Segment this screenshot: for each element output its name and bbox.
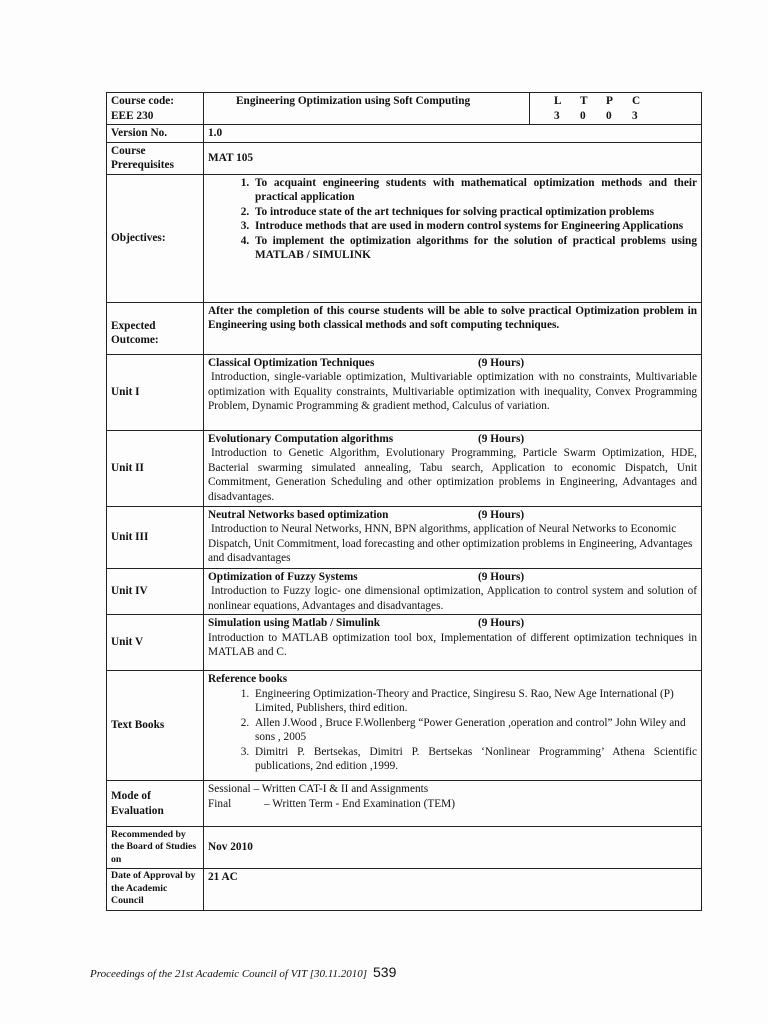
approval-value: 21 AC	[204, 869, 702, 911]
unit-cell	[204, 615, 702, 671]
unit-row	[107, 568, 702, 615]
prereq-row	[107, 142, 702, 174]
unit-heading	[208, 616, 697, 631]
ltpc-labels	[534, 94, 697, 109]
unit-cell	[204, 506, 702, 568]
evaluation-label-line1: Mode of	[111, 790, 151, 802]
outcome-label-line1: Expected	[111, 319, 156, 332]
evaluation-cell	[204, 781, 702, 827]
ltpc-value: 3	[632, 109, 638, 122]
reference-item: 2. Allen J.Wood , Bruce F.Wollenberg “Power Generation ,operation and control” John Wiley and sons , 2005	[252, 716, 697, 745]
version-value: 1.0	[204, 125, 702, 143]
approval-label: Date of Approval by the Academic Council	[107, 869, 204, 911]
ltpc-value: 3	[554, 109, 560, 122]
version-label: Version No.	[107, 125, 204, 143]
textbooks-label: Text Books	[107, 671, 204, 781]
course-code-cell	[107, 93, 204, 125]
unit-content: Introduction to Neural Networks, HNN, BPN algorithms, application of Neural Networks to Economic Dispatch, Unit Commitment, load forecasting and other optimization problems in Engineering, Advantages and disadvantages	[208, 523, 693, 564]
unit-label: Unit I	[107, 354, 204, 430]
unit-cell	[204, 568, 702, 615]
unit-cell	[204, 354, 702, 430]
unit-row	[107, 506, 702, 568]
reference-item: 1. Engineering Optimization-Theory and Practice, Singiresu S. Rao, New Age International (P) Limited, Publishers, third edition.	[252, 687, 697, 716]
textbooks-heading: Reference books	[208, 673, 288, 685]
unit-title: Neutral Networks based optimization	[208, 508, 389, 521]
unit-content: Introduction, single-variable optimization, Multivariable optimization with no constraints, Multivariable optimization with Equality constraints, Multivariable optimization with inequality, Convex Programming Problem, Dynamic Programming & gradient method, Calculus of variation.	[208, 371, 697, 412]
objectives-label: Objectives:	[107, 174, 204, 302]
evaluation-label-line2: Evaluation	[111, 804, 164, 817]
evaluation-row	[107, 781, 702, 827]
evaluation-final-value: – Written Term - End Examination (TEM)	[264, 797, 455, 810]
ltpc-cell	[530, 93, 702, 125]
prereq-value: MAT 105	[204, 142, 702, 174]
unit-label: Unit II	[107, 430, 204, 506]
ltpc-value: 0	[606, 109, 612, 122]
ltpc-label: C	[632, 95, 641, 107]
textbooks-cell	[204, 671, 702, 781]
unit-content: Introduction to Fuzzy logic- one dimensional optimization, Application to control system and solution of nonlinear equations, Advantages and disadvantages.	[208, 585, 697, 612]
unit-heading	[208, 356, 697, 371]
evaluation-label-cell	[107, 781, 204, 827]
unit-title: Simulation using Matlab / Simulink	[208, 617, 381, 629]
ltpc-label: L	[554, 95, 562, 107]
reference-item: 3. Dimitri P. Bertsekas, Dimitri P. Bertsekas ‘Nonlinear Programming’ Athena Scientific publications, 2nd edition ,1999.	[252, 745, 697, 774]
unit-row	[107, 615, 702, 671]
outcome-label-line2: Outcome:	[111, 334, 159, 346]
unit-hours: (9 Hours)	[478, 508, 525, 521]
unit-row	[107, 430, 702, 506]
unit-row	[107, 354, 702, 430]
unit-hours: (9 Hours)	[478, 570, 525, 583]
course-code-label: Course code:	[111, 95, 175, 107]
page-footer	[90, 964, 396, 980]
unit-heading	[208, 432, 697, 447]
unit-content: Introduction to MATLAB optimization tool box, Implementation of different optimization techniques in MATLAB and C.	[208, 631, 697, 658]
objective-item: 3. Introduce methods that are used in modern control systems for Engineering Applications	[252, 219, 697, 234]
outcome-row	[107, 302, 702, 354]
unit-hours: (9 Hours)	[478, 432, 525, 445]
ltpc-value: 0	[580, 109, 586, 122]
prereq-label-line1: Course	[111, 144, 146, 157]
objective-item: 2. To introduce state of the art techniques for solving practical optimization problems	[252, 205, 697, 220]
unit-title: Classical Optimization Techniques	[208, 356, 375, 369]
evaluation-final-key: Final	[208, 797, 232, 810]
prereq-label-cell	[107, 142, 204, 174]
objective-item: 4. To implement the optimization algorithms for the solution of practical problems using MATLAB / SIMULINK	[252, 234, 697, 263]
approval-row	[107, 869, 702, 911]
evaluation-final	[208, 797, 697, 812]
unit-hours: (9 Hours)	[478, 356, 525, 369]
unit-label: Unit III	[107, 506, 204, 568]
references-list	[208, 687, 697, 774]
course-title: Engineering Optimization using Soft Computing	[204, 93, 530, 125]
unit-cell	[204, 430, 702, 506]
board-value: Nov 2010	[204, 827, 702, 869]
course-code-value: EEE 230	[111, 109, 154, 122]
evaluation-sessional: Sessional – Written CAT-I & II and Assignments	[208, 783, 429, 795]
objective-item: 1. To acquaint engineering students with mathematical optimization methods and their practical application	[252, 176, 697, 205]
unit-hours: (9 Hours)	[478, 617, 525, 629]
footer-text: Proceedings of the 21st Academic Council of VIT [30.11.2010]	[90, 968, 368, 980]
header-row	[107, 93, 702, 125]
board-row	[107, 827, 702, 869]
unit-title: Optimization of Fuzzy Systems	[208, 570, 358, 583]
objectives-list	[208, 176, 697, 263]
prereq-label-line2: Prerequisites	[111, 159, 174, 171]
board-label: Recommended by the Board of Studies on	[107, 827, 204, 869]
page-number: 539	[373, 964, 397, 980]
ltpc-values	[534, 109, 697, 124]
outcome-label-cell	[107, 302, 204, 354]
unit-label: Unit V	[107, 615, 204, 671]
unit-label: Unit IV	[107, 568, 204, 615]
unit-title: Evolutionary Computation algorithms	[208, 432, 394, 445]
ltpc-label: P	[606, 95, 613, 107]
ltpc-label: T	[580, 95, 588, 107]
version-row	[107, 125, 702, 143]
textbooks-row	[107, 671, 702, 781]
objectives-cell	[204, 174, 702, 302]
syllabus-table	[106, 92, 702, 911]
objectives-row	[107, 174, 702, 302]
unit-heading	[208, 508, 697, 523]
unit-heading	[208, 570, 697, 585]
unit-content: Introduction to Genetic Algorithm, Evolutionary Programming, Particle Swarm Optimization, HDE, Bacterial swarming simulated annealing, Tabu search, Application to economic Dispatch, Unit Commitment, Generation Scheduling and other optimization problems in Engineering, Advantages and disadvantages.	[208, 447, 697, 503]
outcome-text: After the completion of this course students will be able to solve practical Optimization problem in Engineering using both classical methods and soft computing techniques.	[204, 302, 702, 354]
